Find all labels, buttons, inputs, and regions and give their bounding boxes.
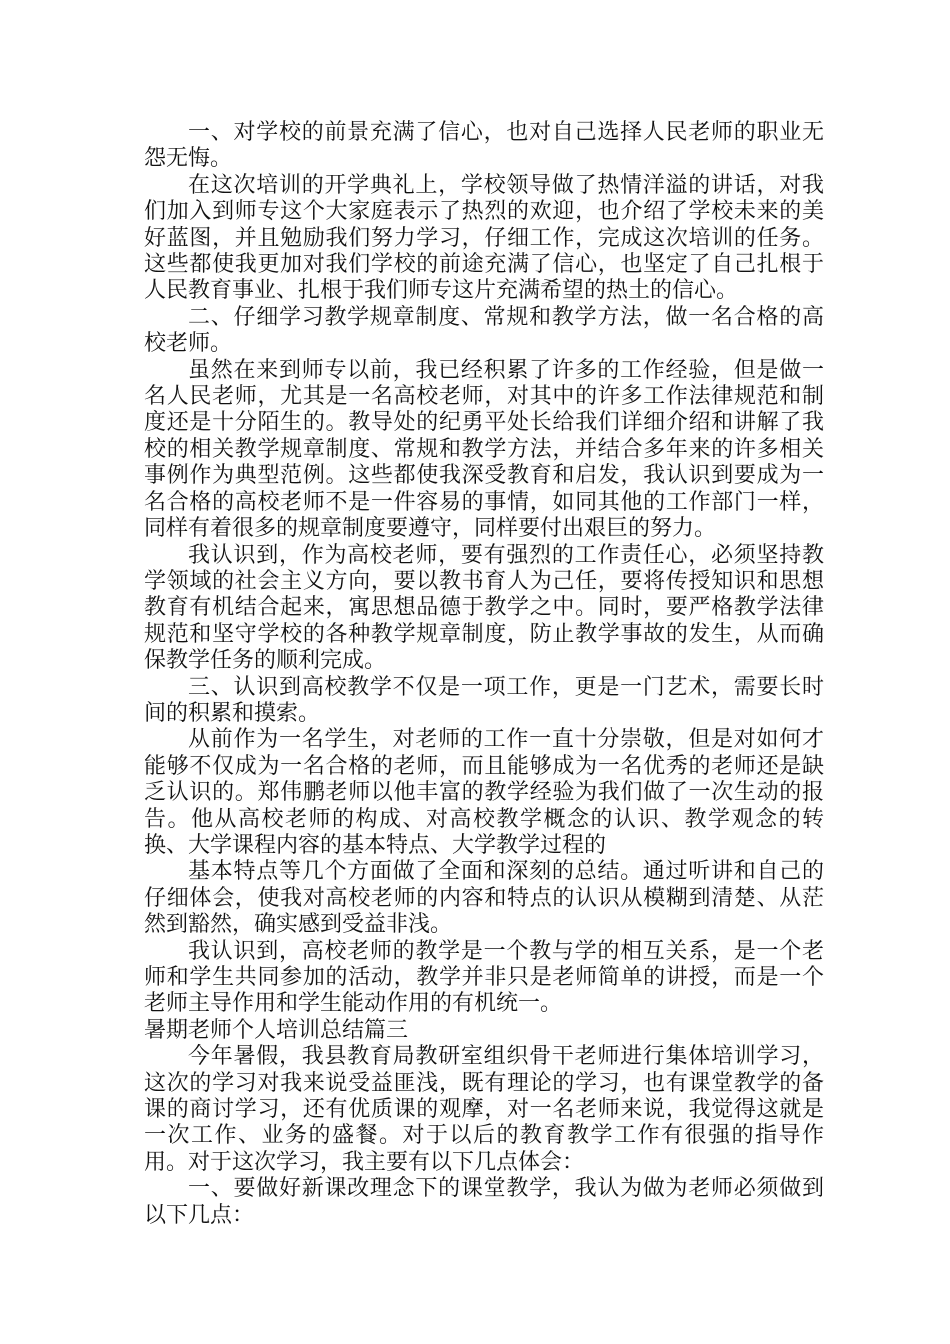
section-title: 暑期老师个人培训总结篇三 <box>144 1017 409 1043</box>
paragraph-summer-training: 今年暑假，我县教育局教研室组织骨干老师进行集体培训学习，这次的学习对我来说受益匪浅，既有理论的学习，也有课堂教学的备课的商讨学习，还有优质课的观摩，对一名老师来说，我觉得这就是一次工作、业务的盛餐。对于以后的教育教学工作有很强的指导作用。对于这次学习，我主要有以下几点体会： <box>144 1044 824 1175</box>
paragraph-teaching-relationship: 我认识到，高校老师的教学是一个教与学的相互关系，是一个老师和学生共同参加的活动，教学并非只是老师简单的讲授，而是一个老师主导作用和学生能动作用的有机统一。 <box>144 938 824 1017</box>
document-page <box>144 120 824 1229</box>
paragraph-summary-continued: 基本特点等几个方面做了全面和深刻的总结。通过听讲和自己的仔细体会，使我对高校老师的内容和特点的认识从模糊到清楚、从茫然到豁然，确实感到受益非浅。 <box>144 859 824 938</box>
paragraph-point-two: 二、仔细学习教学规章制度、常规和教学方法，做一名合格的高校老师。 <box>144 304 824 357</box>
paragraph-opening-ceremony: 在这次培训的开学典礼上，学校领导做了热情洋溢的讲话，对我们加入到师专这个大家庭表示了热烈的欢迎，也介绍了学校未来的美好蓝图，并且勉励我们努力学习，仔细工作，完成这次培训的任务。这些都使我更加对我们学校的前途充满了信心，也坚定了自己扎根于人民教育事业、扎根于我们师专这片充满希望的热土的信心。 <box>144 172 824 304</box>
paragraph-responsibility: 我认识到，作为高校老师，要有强烈的工作责任心，必须坚持教学领域的社会主义方向，要以教书育人为己任，要将传授知识和思想教育有机结合起来，寓思想品德于教学之中。同时，要严格教学法律规范和坚守学校的各种教学规章制度，防止教学事故的发生，从而确保教学任务的顺利完成。 <box>144 542 824 674</box>
paragraph-point-one: 一、对学校的前景充满了信心，也对自己选择人民老师的职业无怨无悔。 <box>144 120 824 172</box>
paragraph-former-student: 从前作为一名学生，对老师的工作一直十分崇敬，但是对如何才能够不仅成为一名合格的老师，而且能够成为一名优秀的老师还是缺乏认识的。郑伟鹏老师以他丰富的教学经验为我们做了一次生动的报告。他从高校老师的构成、对高校教学概念的认识、教学观念的转换、大学课程内容的基本特点、大学教学过程的 <box>144 727 824 858</box>
paragraph-rules-experience: 虽然在来到师专以前，我已经积累了许多的工作经验，但是做一名人民老师，尤其是一名高校老师，对其中的许多工作法律规范和制度还是十分陌生的。教导处的纪勇平处长给我们详细介绍和讲解了我校的相关教学规章制度、常规和教学方法，并结合多年来的许多相关事例作为典型范例。这些都使我深受教育和启发，我认识到要成为一名合格的高校老师不是一件容易的事情，如同其他的工作部门一样，同样有着很多的规章制度要遵守，同样要付出艰巨的努力。 <box>144 357 824 542</box>
paragraph-point-three: 三、认识到高校教学不仅是一项工作，更是一门艺术，需要长时间的积累和摸索。 <box>144 674 824 726</box>
paragraph-new-curriculum: 一、要做好新课改理念下的课堂教学，我认为做为老师必须做到以下几点： <box>144 1176 824 1228</box>
